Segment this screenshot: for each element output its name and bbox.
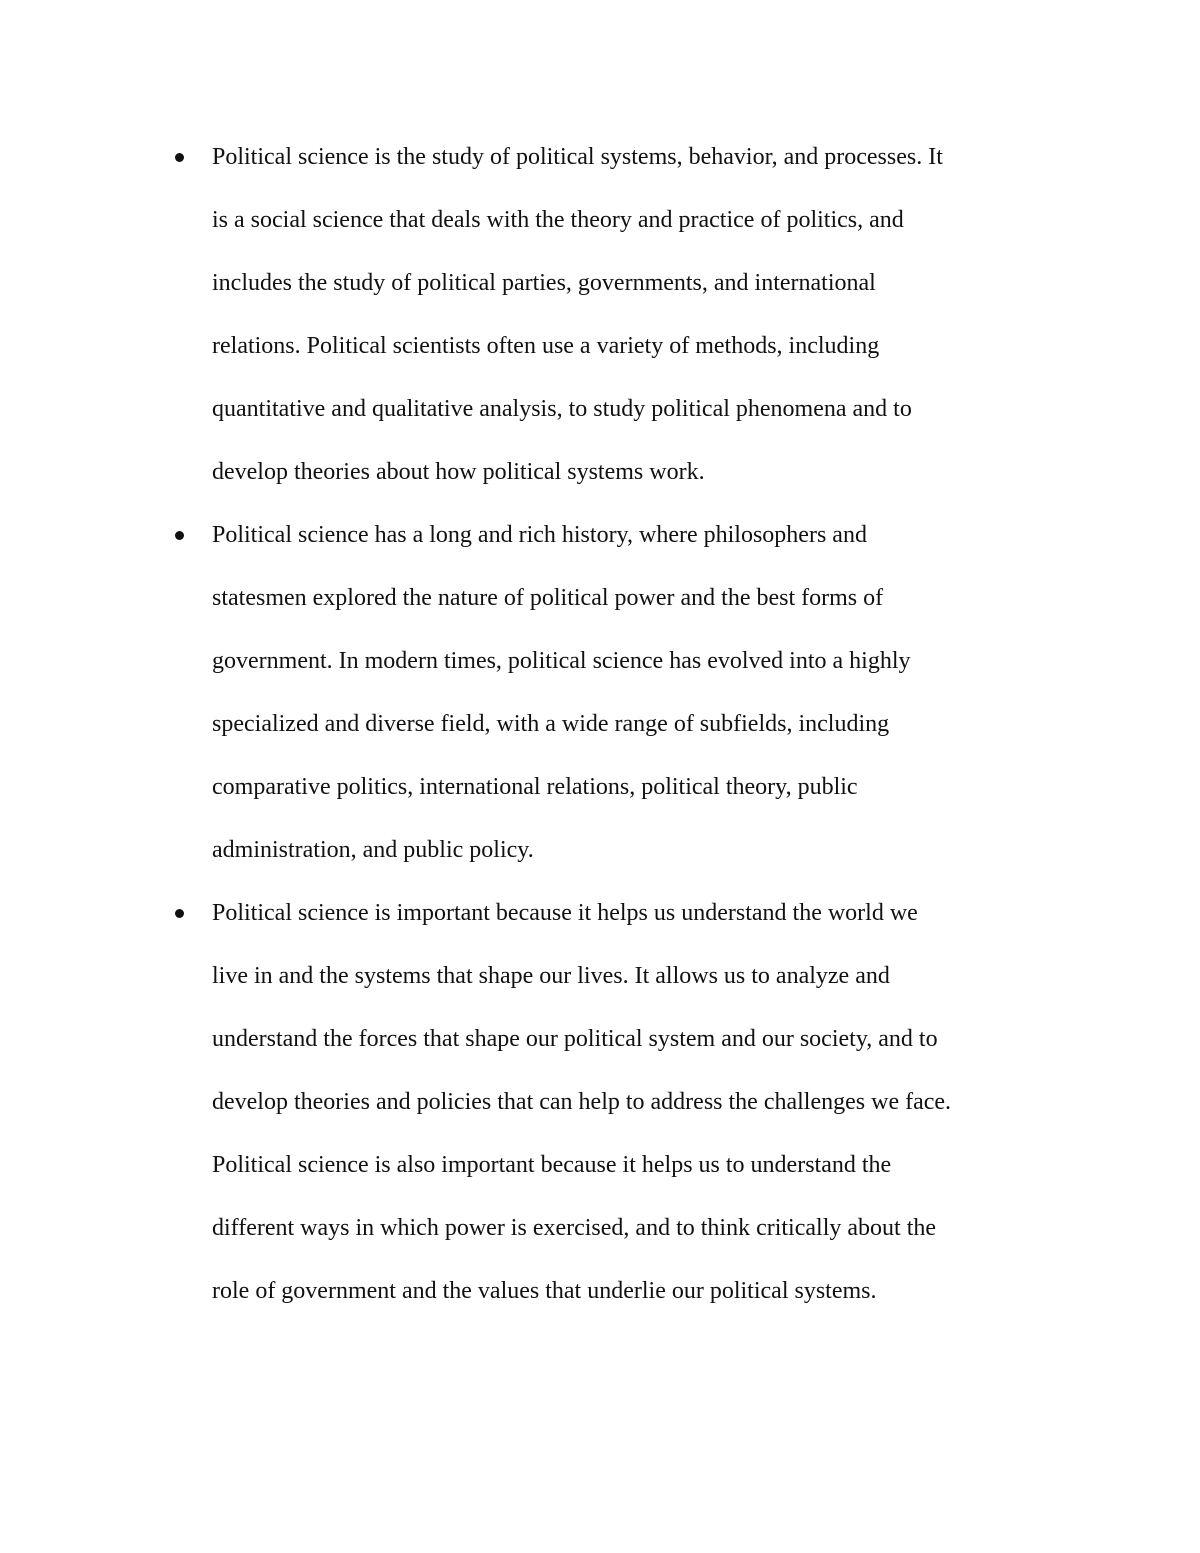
text-line: quantitative and qualitative analysis, to study political phenomena and to bbox=[212, 396, 912, 422]
bullet-icon bbox=[175, 531, 184, 540]
text-line: administration, and public policy. bbox=[212, 837, 534, 863]
text-line: different ways in which power is exercised, and to think critically about the bbox=[212, 1215, 937, 1241]
text-line: comparative politics, international relations, political theory, public bbox=[212, 774, 858, 800]
text-line: statesmen explored the nature of political power and the best forms of bbox=[212, 585, 884, 611]
text-line: government. In modern times, political science has evolved into a highly bbox=[212, 648, 911, 674]
text-line: Political science is important because it helps us understand the world we bbox=[212, 900, 918, 926]
text-line: role of government and the values that underlie our political systems. bbox=[212, 1278, 877, 1304]
text-line: develop theories about how political systems work. bbox=[212, 459, 705, 485]
text-line: Political science is also important because it helps us to understand the bbox=[212, 1152, 892, 1178]
bullet-icon bbox=[175, 909, 184, 918]
text-line: includes the study of political parties, governments, and international bbox=[212, 270, 876, 296]
text-line: specialized and diverse field, with a wide range of subfields, including bbox=[212, 711, 890, 737]
text-line: relations. Political scientists often use a variety of methods, including bbox=[212, 333, 880, 359]
bullet-icon bbox=[175, 153, 184, 162]
text-line: is a social science that deals with the theory and practice of politics, and bbox=[212, 207, 904, 233]
text-line: Political science is the study of political systems, behavior, and processes. It bbox=[212, 144, 943, 170]
bullet-item-importance bbox=[212, 882, 1072, 1323]
text-line: understand the forces that shape our political system and our society, and to bbox=[212, 1026, 938, 1052]
text-line: develop theories and policies that can help to address the challenges we face. bbox=[212, 1089, 952, 1115]
bullet-item-history bbox=[212, 504, 1072, 882]
text-line: Political science has a long and rich history, where philosophers and bbox=[212, 522, 867, 548]
bullet-item-definition bbox=[212, 126, 1072, 504]
bullet-list bbox=[0, 126, 1200, 1323]
text-line: live in and the systems that shape our lives. It allows us to analyze and bbox=[212, 963, 890, 989]
